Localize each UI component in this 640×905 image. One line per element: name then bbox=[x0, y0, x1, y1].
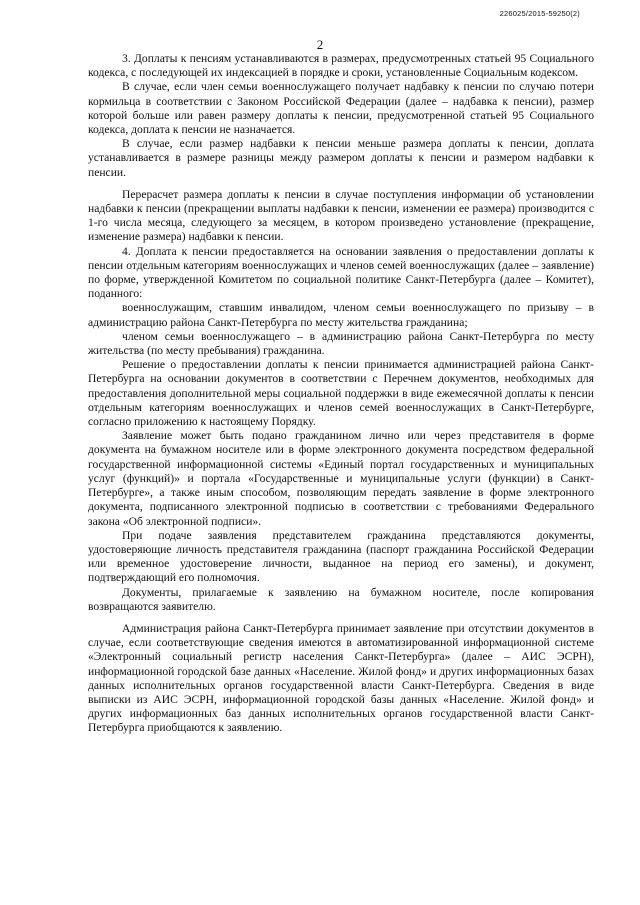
list-item: членом семьи военнослужащего – в администрацию района Санкт-Петербурга по месту жительства (по месту пребывания) гражданина. bbox=[88, 329, 594, 358]
paragraph: Перерасчет размера доплаты к пенсии в случае поступления информации об установлении надбавки к пенсии (прекращении выплаты надбавки к пенсии, изменении ее размера) производится с 1-го числа месяца, следующего за месяцем, в котором произведено установление (прекращение, изменение размера) надбавки к пенсии. bbox=[88, 187, 594, 244]
paragraph: Заявление может быть подано гражданином лично или через представителя в форме документа на бумажном носителе или в форме электронного документа посредством федеральной государственной информационной системы «Единый портал государственных и муниципальных услуг (функций)» и портала «Государственные и муниципальные услуги (функции) в Санкт-Петербурге», а также иным способом, позволяющим передать заявление в форме электронного документа, подписанного электронной подписью в соответствии с требованиями Федерального закона «Об электронной подписи». bbox=[88, 429, 594, 528]
page-number: 2 bbox=[316, 37, 324, 52]
paragraph: Администрация района Санкт-Петербурга принимает заявление при отсутствии документов в случае, если соответствующие сведения имеются в автоматизированной информационной системе «Электронный социальный регистр населения Санкт-Петербурга» (далее – АИС ЭСРН), информационной городской базе данных «Население. Жилой фонд» и других информационных базах данных исполнительных органов государственной власти Санкт-Петербурга. Сведения в виде выписки из АИС ЭСРН, информационной городской базы данных «Население. Жилой фонд» и других информационных баз данных исполнительных органов государственной власти Санкт-Петербурга приобщаются к заявлению. bbox=[88, 621, 594, 735]
paragraph: При подаче заявления представителем гражданина представляются документы, удостоверяющие личность представителя гражданина (паспорт гражданина Российской Федерации или временное удостоверение личности, выданное на период его замены), и документ, подтверждающий его полномочия. bbox=[88, 528, 594, 585]
paragraph: В случае, если член семьи военнослужащего получает надбавку к пенсии по случаю потери кормильца в соответствии с Законом Российской Федерации (далее – надбавка к пенсии), размер которой больше или равен размеру доплаты к пенсии, предусмотренной статьей 95 Социального кодекса, доплата к пенсии не назначается. bbox=[88, 80, 594, 137]
paragraph: Решение о предоставлении доплаты к пенсии принимается администрацией района Санкт-Петербурга на основании документов в соответствии с Перечнем документов, необходимых для предоставления дополнительной меры социальной поддержки в виде ежемесячной доплаты к пенсии отдельным категориям военнослужащих и членов семей военнослужащих в Санкт-Петербурге, согласно приложению к настоящему Порядку. bbox=[88, 358, 594, 429]
paragraph: В случае, если размер надбавки к пенсии меньше размера доплаты к пенсии, доплата устанавливается в размере разницы между размером доплаты к пенсии и размером надбавки к пенсии. bbox=[88, 137, 594, 179]
document-body bbox=[88, 52, 594, 736]
paragraph: 4. Доплата к пенсии предоставляется на основании заявления о предоставлении доплаты к пенсии отдельным категориям военнослужащих и членов семей военнослужащих (далее – заявление) по форме, утвержденной Комитетом по социальной политике Санкт-Петербурга (далее – Комитет), поданного: bbox=[88, 244, 594, 301]
paragraph: 3. Доплаты к пенсиям устанавливаются в размерах, предусмотренных статьей 95 Социального кодекса, с последующей их индексацией в порядке и сроки, установленные Социальным кодексом. bbox=[88, 52, 594, 80]
document-id: 226025/2015-59250(2) bbox=[499, 9, 580, 18]
list-item: военнослужащим, ставшим инвалидом, членом семьи военнослужащего по призыву – в администрацию района Санкт-Петербурга по месту жительства гражданина; bbox=[88, 301, 594, 329]
paragraph: Документы, прилагаемые к заявлению на бумажном носителе, после копирования возвращаются заявителю. bbox=[88, 585, 594, 613]
